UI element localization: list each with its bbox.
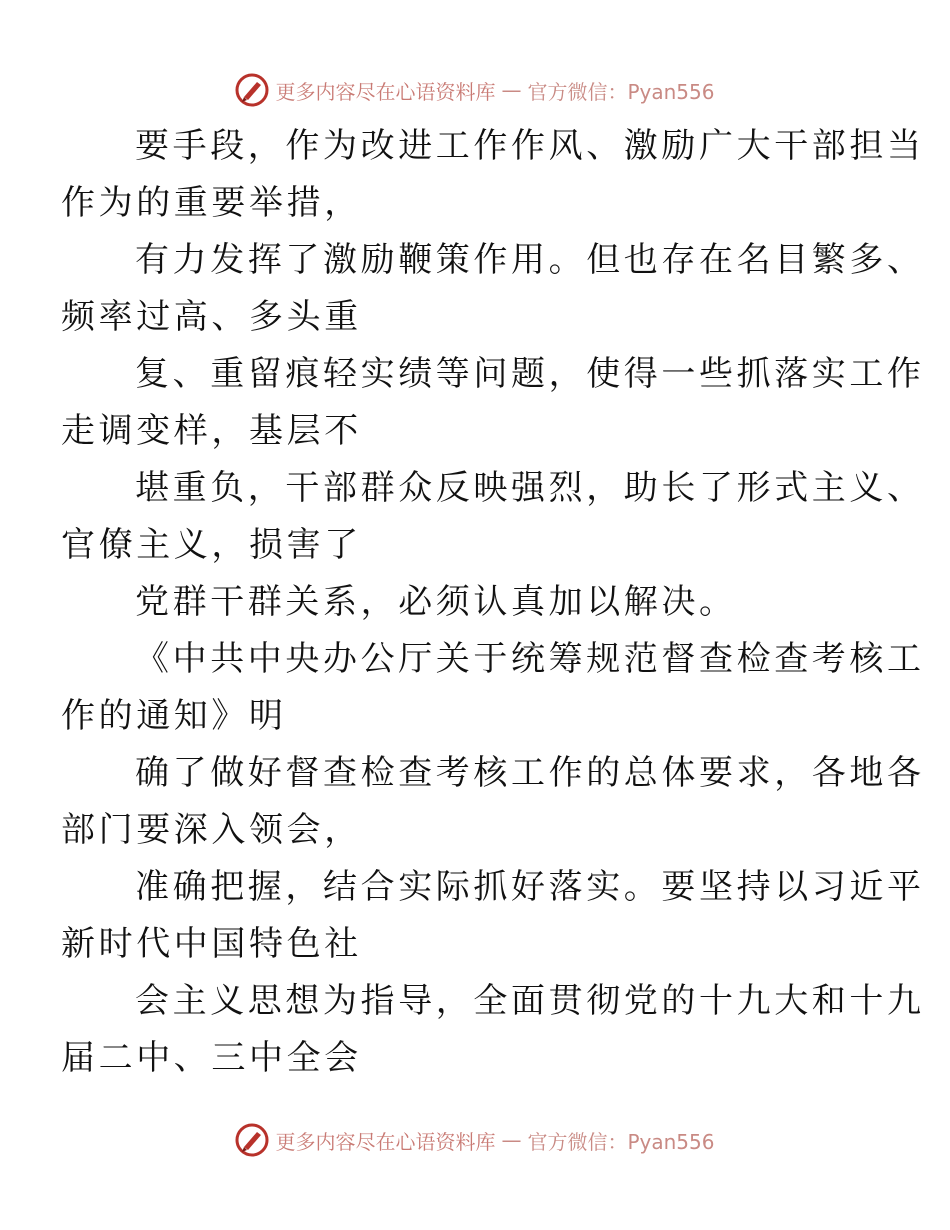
paragraph-line: 复、重留痕轻实绩等问题，使得一些抓落实工作 [135, 354, 925, 394]
paragraph [61, 631, 925, 745]
paragraph-line: 新时代中国特色社 [61, 924, 362, 964]
paragraph-line: 部门要深入领会， [61, 810, 362, 850]
watermark-dash: — [501, 78, 522, 102]
paragraph-line: 届二中、三中全会 [61, 1038, 362, 1078]
paragraph [61, 973, 925, 1087]
paragraph [61, 232, 925, 346]
paragraph [61, 118, 925, 232]
pen-logo-icon [235, 1123, 269, 1157]
watermark-dash: — [501, 1128, 522, 1152]
paragraph-line: 准确把握，结合实际抓好落实。要坚持以习近平 [135, 867, 925, 907]
watermark-site-text: 更多内容尽在心语资料库 [275, 79, 496, 104]
paragraph-line: 走调变样，基层不 [61, 411, 362, 451]
watermark-wechat-text: 官方微信：Pyan556 [527, 79, 715, 104]
paragraph-line: 官僚主义，损害了 [61, 525, 362, 565]
paragraph [61, 745, 925, 859]
paragraph-line: 党群干群关系，必须认真加以解决。 [135, 582, 737, 622]
paragraph-line: 要手段，作为改进工作作风、激励广大干部担当 [135, 126, 925, 166]
paragraph-line: 会主义思想为指导，全面贯彻党的十九大和十九 [135, 981, 925, 1021]
footer-watermark [0, 1120, 950, 1160]
paragraph-line: 确了做好督查检查考核工作的总体要求，各地各 [135, 753, 925, 793]
paragraph [61, 460, 925, 574]
document-body [61, 118, 925, 1087]
paragraph-line: 作的通知》明 [61, 696, 287, 736]
paragraph [61, 346, 925, 460]
paragraph [98, 574, 858, 631]
header-watermark [0, 70, 950, 110]
watermark-site-text: 更多内容尽在心语资料库 [275, 1129, 496, 1154]
paragraph-line: 堪重负，干部群众反映强烈，助长了形式主义、 [135, 468, 925, 508]
paragraph-line: 作为的重要举措， [61, 183, 362, 223]
pen-logo-icon [235, 73, 269, 107]
watermark-wechat-text: 官方微信：Pyan556 [527, 1129, 715, 1154]
paragraph-line: 有力发挥了激励鞭策作用。但也存在名目繁多、 [135, 240, 925, 280]
paragraph-line: 频率过高、多头重 [61, 297, 362, 337]
paragraph-line: 《中共中央办公厅关于统筹规范督查检查考核工 [135, 639, 925, 679]
paragraph [61, 859, 925, 973]
